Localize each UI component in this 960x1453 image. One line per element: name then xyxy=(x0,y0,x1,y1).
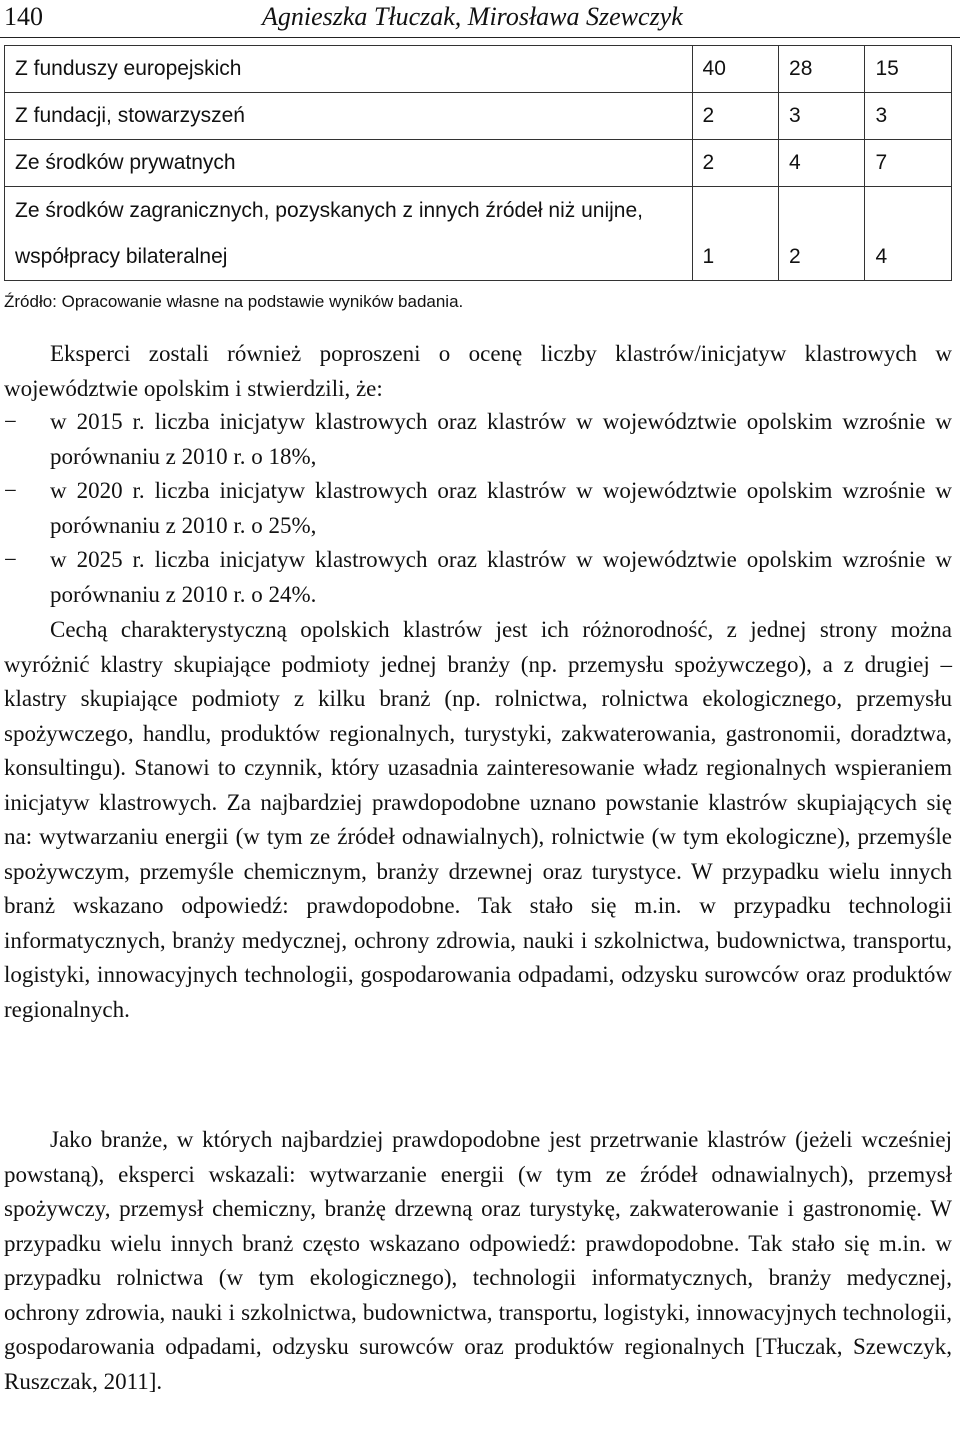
table-cell: 4 xyxy=(779,140,865,187)
row-label: Ze środków zagranicznych, pozyskanych z innych źródeł niż unijne, współpracy bilateralnej xyxy=(5,187,693,281)
intro-paragraph: Eksperci zostali również poproszeni o ocenę liczby klastrów/inicjatyw klastrowych w województwie opolskim i stwierdzili, że: xyxy=(4,341,952,401)
list-item xyxy=(4,474,952,543)
table-row xyxy=(5,140,952,187)
table-row xyxy=(5,93,952,140)
table-cell: 4 xyxy=(865,187,952,281)
table-cell: 28 xyxy=(779,46,865,93)
bullet-marker: − xyxy=(4,547,17,572)
list-item-text: w 2025 r. liczba inicjatyw klastrowych oraz klastrów w województwie opolskim wzrośnie w porównaniu z 2010 r. o 24%. xyxy=(50,547,952,607)
table-cell: 3 xyxy=(865,93,952,140)
body-paragraph: Jako branże, w których najbardziej prawdopodobne jest przetrwanie klastrów (jeżeli wcześniej powstaną), eksperci wskazali: wytwarzanie energii (w tym ze źródeł odnawialnych), przemysł spożywczy, przemysł chemiczny, branżę drzewną oraz turystykę, zakwaterowanie i gastronomię. W przypadku wielu innych branż często wskazano odpowiedź: prawdopodobne. Tak stało się m.in. w przypadku rolnictwa (w tym ekologicznego), technologii informatycznych, branży medycznej, ochrony zdrowia, nauki i szkolnictwa, budownictwa, transportu, logistyki, innowacyjnych technologii, gospodarowania odpadami, odzysku surowców oraz produktów regionalnych [Tłuczak, Szewczyk, Ruszczak, 2011]. xyxy=(4,1127,952,1394)
body-paragraph: Cechą charakterystyczną opolskich klastrów jest ich różnorodność, z jednej strony można wyróżnić klastry skupiające podmioty jednej branży (np. przemysłu spożywczego), a z drugiej – klastry skupiające podmioty z kilku branż (np. rolnictwa, rolnictwa ekologicznego, przemysłu spożywczego, handlu, produktów regionalnych, turystyki, zakwaterowania, gastronomii, doradztwa, konsultingu). Stanowi to czynnik, który uzasadnia zainteresowanie władz regionalnych wspieraniem inicjatyw klastrowych. Za najbardziej prawdopodobne uznano powstanie klastrów skupiających się na: wytwarzaniu energii (w tym ze źródeł odnawialnych), rolnictwie (w tym ekologiczne), przemyśle spożywczym, przemyśle chemicznym, branży drzewnej oraz turystyce. W przypadku wielu innych branż wskazano odpowiedź: prawdopodobne. Tak stało się m.in. w przypadku technologii informatycznych, branży medycznej, ochrony zdrowia, nauki i szkolnictwa, budownictwa, transportu, logistyki, innowacyjnych technologii, gospodarowania odpadami, odzysku surowców oraz produktów regionalnych. xyxy=(4,617,952,1022)
table-row xyxy=(5,187,952,281)
row-label: Z funduszy europejskich xyxy=(5,46,693,93)
list-item xyxy=(4,543,952,612)
page-number: 140 xyxy=(4,2,43,31)
table-cell: 2 xyxy=(692,140,778,187)
bullet-marker: − xyxy=(4,409,17,434)
table-source-note: Źródło: Opracowanie własne na podstawie wyników badania. xyxy=(4,292,464,311)
row-label: Ze środków prywatnych xyxy=(5,140,693,187)
bullet-marker: − xyxy=(4,478,17,503)
table-cell: 7 xyxy=(865,140,952,187)
row-label: Z fundacji, stowarzyszeń xyxy=(5,93,693,140)
table-cell: 40 xyxy=(692,46,778,93)
table-cell: 2 xyxy=(692,93,778,140)
funding-table xyxy=(4,45,952,281)
running-title: Agnieszka Tłuczak, Mirosława Szewczyk xyxy=(262,2,683,31)
table-row xyxy=(5,46,952,93)
table-cell: 2 xyxy=(779,187,865,281)
forecast-list xyxy=(4,405,952,612)
table-cell: 1 xyxy=(692,187,778,281)
table-cell: 15 xyxy=(865,46,952,93)
table-cell: 3 xyxy=(779,93,865,140)
page-header xyxy=(0,0,960,44)
list-item xyxy=(4,405,952,474)
list-item-text: w 2015 r. liczba inicjatyw klastrowych oraz klastrów w województwie opolskim wzrośnie w porównaniu z 2010 r. o 18%, xyxy=(50,409,952,469)
header-divider xyxy=(0,37,960,38)
list-item-text: w 2020 r. liczba inicjatyw klastrowych oraz klastrów w województwie opolskim wzrośnie w porównaniu z 2010 r. o 25%, xyxy=(50,478,952,538)
